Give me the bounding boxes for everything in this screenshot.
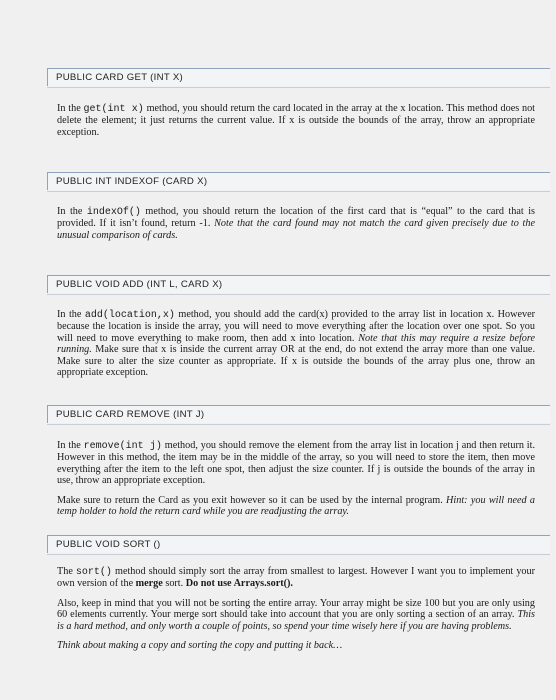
code-add: add(location,x) [84,310,175,321]
bold-text: merge [135,578,163,590]
note-text: Think about making a copy and sorting the copy and putting it back… [57,640,343,652]
text: Make sure that x is inside the current array OR at the end, do not extend the array more than one value. Make sure to alter the size counter as appropriate. If x is outside the bounds of the array plus one, throw an appropriate exception. [57,344,535,379]
text: method, you should return the location of the first card that is “equal” to the card that is provided. If it isn’t found, return -1. [57,206,535,230]
section-header-get: PUBLIC CARD GET (INT X) [47,68,550,86]
section-body-indexof [57,206,535,241]
note-text: Note that this may require a resize before running. [57,332,535,356]
text: sort. [162,578,186,590]
paragraph [57,440,535,487]
text: method, you should remove the element from the array list in location j and then return it. However in this method, the item may be in the middle of the array, so you will need to store the item, then move everything after the item to the left one spot, then adjust the size counter. If j is outside the bounds of the array in use, throw an appropriate exception. [57,440,535,487]
section-header-add: PUBLIC VOID ADD (INT L, CARD X) [47,275,550,293]
paragraph [57,103,535,138]
text: In the [57,103,84,114]
paragraph [57,598,535,632]
paragraph [57,309,535,378]
code-sort: sort() [75,567,112,578]
code-indexof: indexOf() [86,207,141,218]
code-get: get(int x) [83,104,144,115]
text: The [57,566,76,577]
text: method, you should return the card located in the array at the x location. This method does not delete the element; it just returns the current value. If x is outside the bounds of the array, throw an appropriate exception. [57,103,535,138]
text: Also, keep in mind that you will not be sorting the entire array. Your array might be size 100 but you are only using 60 elements currently. Your merge sort should take into account that you are only sorting a section of an array. [57,597,535,621]
section-header-remove: PUBLIC CARD REMOVE (INT J) [47,405,550,423]
bold-text: Do not use Arrays.sort(). [185,578,293,590]
section-body-remove [57,440,535,517]
hint-text: Hint: you will need a temp holder to hold the return card while you are readjusting the array. [57,494,535,518]
section-body-sort [57,566,535,651]
note-text: This is a hard method, and only worth a couple of points, so spend your time wisely here if you are having problems. [57,609,535,632]
text: method should simply sort the array from smallest to largest. However I want you to implement your own version of the [57,566,535,590]
paragraph [57,206,535,241]
code-remove: remove(int j) [83,441,162,452]
text: In the [57,440,84,451]
section-header-sort: PUBLIC VOID SORT () [47,535,550,553]
paragraph [57,495,535,518]
text: Make sure to return the Card as you exit however so it can be used by the internal program. [57,494,447,506]
paragraph [57,566,535,590]
section-body-get [57,103,535,138]
note-text: Note that the card found may not match the card given precisely due to the unusual comparison of cards. [57,218,535,241]
text: method, you should add the card(x) provided to the array list in location x. However because the location is inside the array, you will need to move everything after the location over one spot. So you will need to move everything to make room, then add x into location. [57,309,535,344]
section-body-add [57,309,535,378]
paragraph [57,640,535,651]
section-header-indexof: PUBLIC INT INDEXOF (CARD X) [47,172,550,190]
text: In the [57,206,87,217]
text: In the [57,309,85,320]
